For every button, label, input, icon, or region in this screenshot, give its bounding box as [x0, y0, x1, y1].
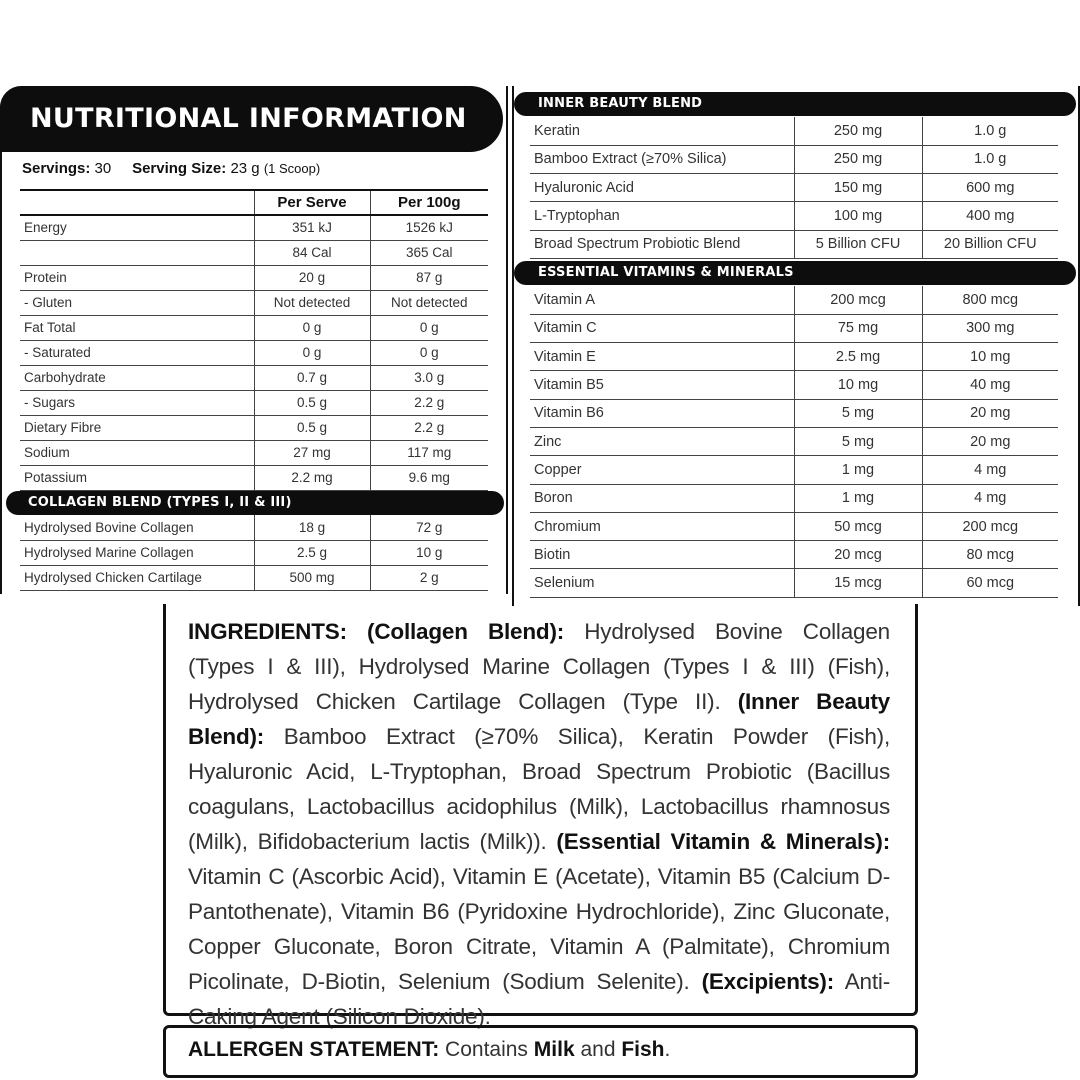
per-100g-value: 4 mg: [922, 484, 1058, 512]
per-serve-value: 5 mg: [794, 399, 922, 427]
serving-size-value: 23 g: [230, 160, 260, 177]
table-row: [20, 415, 488, 440]
allergen-label: ALLERGEN STATEMENT:: [188, 1038, 440, 1061]
nutrient-name: Potassium: [20, 465, 254, 490]
allergen-text-3: .: [664, 1038, 671, 1061]
table-row: [530, 145, 1058, 173]
per-serve-value: 5 mg: [794, 427, 922, 455]
ingredients-list-text: Hydrolysed Bovine Collagen (Types I & III), Hydrolysed Marine Collagen (Types I & III) (Fish), Hydrolysed Chicken Cartilage Collagen (Type II).: [188, 619, 890, 714]
nutrient-name: Copper: [530, 456, 794, 484]
nutrient-name: Vitamin B5: [530, 371, 794, 399]
nutrient-name: Hydrolysed Chicken Cartilage: [20, 565, 254, 590]
per-100g-value: 2 g: [370, 565, 488, 590]
per-serve-value: 0 g: [254, 340, 370, 365]
table-row: [530, 343, 1058, 371]
nutrient-name: Selenium: [530, 569, 794, 597]
nutrient-name: Sodium: [20, 440, 254, 465]
col-per-serve: Per Serve: [254, 190, 370, 215]
per-100g-value: 800 mcg: [922, 286, 1058, 314]
table-row: [530, 286, 1058, 314]
table-row: [530, 371, 1058, 399]
table-row: [20, 565, 488, 590]
allergen-text-2: and: [574, 1038, 622, 1061]
per-100g-value: 2.2 g: [370, 415, 488, 440]
nutrient-name: Zinc: [530, 427, 794, 455]
nutrient-name: Vitamin B6: [530, 399, 794, 427]
table-row: [20, 365, 488, 390]
per-serve-value: 84 Cal: [254, 240, 370, 265]
per-100g-value: 365 Cal: [370, 240, 488, 265]
allergen-statement: [188, 1038, 670, 1062]
table-row: [530, 512, 1058, 540]
per-serve-value: 1 mg: [794, 484, 922, 512]
servings-value: 30: [94, 160, 112, 177]
per-serve-value: 2.5 mg: [794, 343, 922, 371]
serving-size-note: (1 Scoop): [263, 161, 321, 176]
nutrient-name: Vitamin A: [530, 286, 794, 314]
nutrition-table: [20, 189, 488, 491]
per-serve-value: 15 mcg: [794, 569, 922, 597]
table-row: [530, 427, 1058, 455]
nutrient-name: Carbohydrate: [20, 365, 254, 390]
per-100g-value: 20 Billion CFU: [922, 230, 1058, 258]
collagen-table: [20, 515, 488, 591]
vitamins-table: [530, 286, 1058, 598]
nutrient-name: Biotin: [530, 541, 794, 569]
per-100g-value: 60 mcg: [922, 569, 1058, 597]
table-row: [530, 484, 1058, 512]
per-serve-value: 2.5 g: [254, 540, 370, 565]
table-row: [20, 440, 488, 465]
nutrient-name: Broad Spectrum Probiotic Blend: [530, 230, 794, 258]
nutrient-name: - Sugars: [20, 390, 254, 415]
per-serve-value: 100 mg: [794, 202, 922, 230]
per-serve-value: 20 mcg: [794, 541, 922, 569]
per-serve-value: 20 g: [254, 265, 370, 290]
table-row: [530, 569, 1058, 597]
allergen-milk: Milk: [533, 1038, 575, 1061]
per-100g-value: 2.2 g: [370, 390, 488, 415]
table-row: [20, 265, 488, 290]
table-row: [20, 390, 488, 415]
per-serve-value: 250 mg: [794, 117, 922, 145]
table-row: [530, 202, 1058, 230]
per-100g-value: 300 mg: [922, 314, 1058, 342]
per-100g-value: 40 mg: [922, 371, 1058, 399]
nutrition-header-row: [20, 190, 488, 215]
nutrient-name: Hydrolysed Marine Collagen: [20, 540, 254, 565]
ingredients-list-text: Vitamin C (Ascorbic Acid), Vitamin E (Acetate), Vitamin B5 (Calcium D-Pantothenate), Vitamin B6 (Pyridoxine Hydrochloride), Zinc Gluconate, Copper Gluconate, Boron Citrate, Vitamin A (Palmitate), Chromium Picolinate, D-Biotin, Selenium (Sodium Selenite).: [188, 864, 890, 994]
col-per-100g: Per 100g: [370, 190, 488, 215]
per-serve-value: 0.5 g: [254, 415, 370, 440]
per-serve-value: 75 mg: [794, 314, 922, 342]
per-100g-value: 20 mg: [922, 427, 1058, 455]
collagen-blend-title: COLLAGEN BLEND (TYPES I, II & III): [6, 491, 504, 515]
vitamins-title: ESSENTIAL VITAMINS & MINERALS: [514, 261, 1076, 285]
allergen-text-1: Contains: [439, 1038, 534, 1061]
ingredients-section-label: (Excipients):: [701, 969, 834, 994]
servings-label: Servings:: [22, 160, 91, 177]
nutrient-name: Chromium: [530, 512, 794, 540]
nutrient-name: Hyaluronic Acid: [530, 174, 794, 202]
per-100g-value: 400 mg: [922, 202, 1058, 230]
nutrient-name: Keratin: [530, 117, 794, 145]
per-100g-value: 72 g: [370, 515, 488, 540]
per-100g-value: 117 mg: [370, 440, 488, 465]
per-serve-value: 27 mg: [254, 440, 370, 465]
nutrition-title: NUTRITIONAL INFORMATION: [0, 86, 503, 152]
per-serve-value: 0.7 g: [254, 365, 370, 390]
per-serve-value: 1 mg: [794, 456, 922, 484]
per-serve-value: 500 mg: [254, 565, 370, 590]
per-100g-value: 0 g: [370, 340, 488, 365]
table-row: [20, 515, 488, 540]
table-row: [20, 215, 488, 240]
ingredients-section-label: (Inner Beauty Blend):: [188, 689, 890, 749]
table-row: [530, 117, 1058, 145]
per-serve-value: 0.5 g: [254, 390, 370, 415]
ingredients-list-text: Anti-Caking Agent (Silicon Dioxide).: [188, 969, 890, 1029]
table-row: [530, 230, 1058, 258]
table-row: [20, 465, 488, 490]
serving-size-label: Serving Size:: [132, 160, 227, 177]
per-serve-value: Not detected: [254, 290, 370, 315]
table-row: [530, 541, 1058, 569]
allergen-fish: Fish: [621, 1038, 665, 1061]
nutrient-name: Vitamin C: [530, 314, 794, 342]
table-row: [20, 540, 488, 565]
nutrient-name: Protein: [20, 265, 254, 290]
table-row: [20, 290, 488, 315]
header-blank-cell: [20, 190, 254, 215]
nutrient-name: Vitamin E: [530, 343, 794, 371]
per-100g-value: 1.0 g: [922, 117, 1058, 145]
ingredients-label: INGREDIENTS:: [188, 619, 347, 644]
per-100g-value: 3.0 g: [370, 365, 488, 390]
per-100g-value: 4 mg: [922, 456, 1058, 484]
per-serve-value: 200 mcg: [794, 286, 922, 314]
nutrient-name: L-Tryptophan: [530, 202, 794, 230]
ingredients-section-label: (Essential Vitamin & Minerals):: [556, 829, 890, 854]
per-100g-value: Not detected: [370, 290, 488, 315]
per-serve-value: 0 g: [254, 315, 370, 340]
per-100g-value: 20 mg: [922, 399, 1058, 427]
inner-beauty-title: INNER BEAUTY BLEND: [514, 92, 1076, 116]
per-100g-value: 600 mg: [922, 174, 1058, 202]
nutrient-name: Fat Total: [20, 315, 254, 340]
per-serve-value: 250 mg: [794, 145, 922, 173]
nutrient-name: Hydrolysed Bovine Collagen: [20, 515, 254, 540]
per-serve-value: 150 mg: [794, 174, 922, 202]
inner-beauty-table: [530, 117, 1058, 259]
nutrient-name: - Gluten: [20, 290, 254, 315]
table-row: [20, 340, 488, 365]
per-serve-value: 10 mg: [794, 371, 922, 399]
nutrient-name: - Saturated: [20, 340, 254, 365]
table-row: [20, 240, 488, 265]
per-100g-value: 10 g: [370, 540, 488, 565]
per-100g-value: 10 mg: [922, 343, 1058, 371]
table-row: [530, 314, 1058, 342]
per-100g-value: 87 g: [370, 265, 488, 290]
nutrient-name: Dietary Fibre: [20, 415, 254, 440]
table-row: [530, 399, 1058, 427]
table-row: [530, 174, 1058, 202]
table-row: [530, 456, 1058, 484]
nutrient-name: Boron: [530, 484, 794, 512]
per-serve-value: 18 g: [254, 515, 370, 540]
ingredients-list-text: Bamboo Extract (≥70% Silica), Keratin Powder (Fish), Hyaluronic Acid, L-Tryptophan, Broad Spectrum Probiotic (Bacillus coagulans, Lactobacillus acidophilus (Milk), Lactobacillus rhamnosus (Milk), Bifidobacterium lactis (Milk)).: [188, 724, 890, 854]
ingredients-section-label: (Collagen Blend):: [346, 619, 565, 644]
servings-line: [22, 160, 320, 177]
per-100g-value: 0 g: [370, 315, 488, 340]
per-serve-value: 351 kJ: [254, 215, 370, 240]
nutrient-name: [20, 240, 254, 265]
nutrient-name: Bamboo Extract (≥70% Silica): [530, 145, 794, 173]
per-100g-value: 9.6 mg: [370, 465, 488, 490]
per-serve-value: 50 mcg: [794, 512, 922, 540]
per-serve-value: 2.2 mg: [254, 465, 370, 490]
nutrient-name: Energy: [20, 215, 254, 240]
ingredients-text: [188, 614, 890, 1034]
per-100g-value: 80 mcg: [922, 541, 1058, 569]
per-100g-value: 1.0 g: [922, 145, 1058, 173]
table-row: [20, 315, 488, 340]
per-100g-value: 200 mcg: [922, 512, 1058, 540]
per-100g-value: 1526 kJ: [370, 215, 488, 240]
per-serve-value: 5 Billion CFU: [794, 230, 922, 258]
